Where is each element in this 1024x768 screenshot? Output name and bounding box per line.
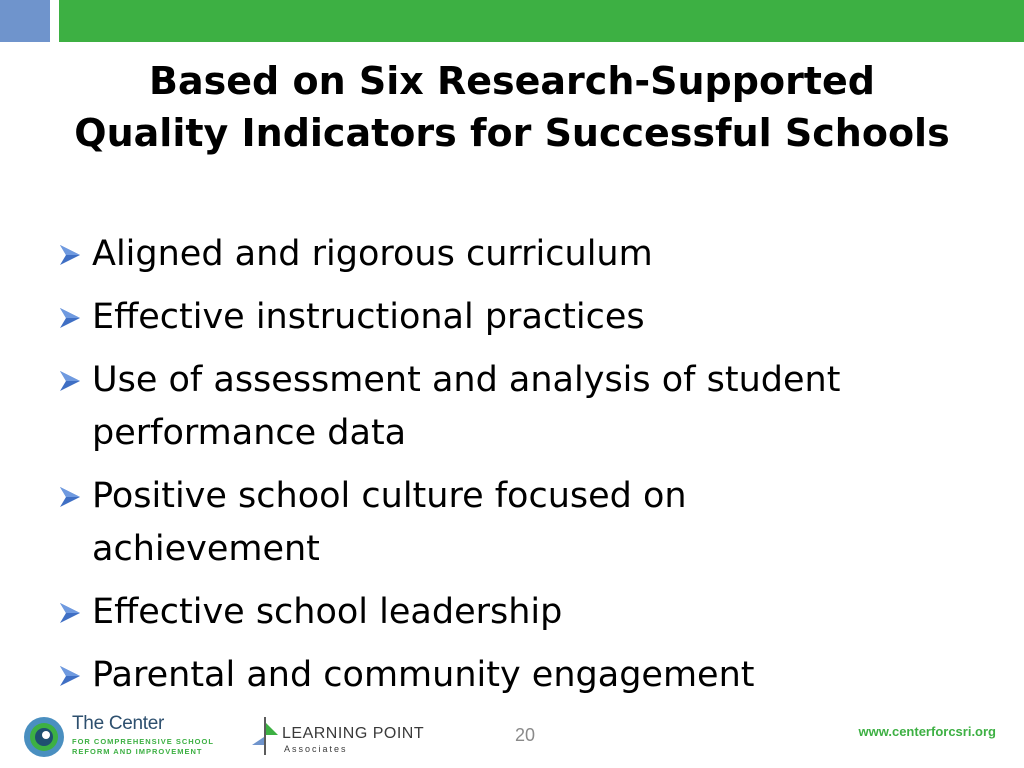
slide-footer — [0, 705, 1024, 768]
list-item-text: Effective instructional practices — [92, 297, 645, 337]
list-item — [56, 470, 976, 576]
arrow-bullet-icon — [56, 663, 86, 689]
list-item — [56, 354, 976, 460]
header-blue-block — [0, 0, 50, 42]
slide-title — [0, 55, 1024, 159]
center-logo-sub-line-1: FOR COMPREHENSIVE SCHOOL — [72, 737, 214, 746]
slide-title-line-1: Based on Six Research-Supported — [149, 59, 875, 103]
website-link[interactable]: www.centerforcsri.org — [858, 724, 996, 739]
arrow-bullet-icon — [56, 242, 86, 268]
learning-point-name: LEARNING POINT — [282, 725, 425, 742]
indicator-list — [56, 228, 976, 712]
arrow-bullet-icon — [56, 368, 86, 394]
arrow-bullet-icon — [56, 600, 86, 626]
list-item-text: Positive school culture focused on — [92, 476, 687, 516]
list-item-text: Use of assessment and analysis of student — [92, 360, 841, 400]
list-item-text: Parental and community engagement — [92, 655, 755, 695]
header-green-bar — [59, 0, 1024, 42]
list-item — [56, 649, 976, 702]
arrow-bullet-icon — [56, 484, 86, 510]
list-item-text-continued: achievement — [92, 529, 320, 569]
list-item — [56, 228, 976, 281]
page-number: 20 — [514, 725, 536, 745]
learning-point-logo — [250, 715, 430, 759]
header-gap — [50, 0, 59, 42]
list-item — [56, 291, 976, 344]
center-logo-sub-line-2: REFORM AND IMPROVEMENT — [72, 747, 203, 756]
arrow-bullet-icon — [56, 305, 86, 331]
list-item-text: Aligned and rigorous curriculum — [92, 234, 653, 274]
center-logo-circle-icon — [22, 715, 66, 759]
slide-title-line-2: Quality Indicators for Successful Schools — [74, 111, 950, 155]
learning-point-sub: Associates — [284, 744, 348, 754]
center-logo-name: The Center — [72, 713, 165, 734]
learning-point-mark-icon — [250, 715, 280, 757]
list-item-text: Effective school leadership — [92, 592, 563, 632]
list-item — [56, 586, 976, 639]
center-logo — [22, 713, 252, 763]
center-logo-subtitle — [72, 737, 214, 757]
list-item-text-continued: performance data — [92, 413, 407, 453]
